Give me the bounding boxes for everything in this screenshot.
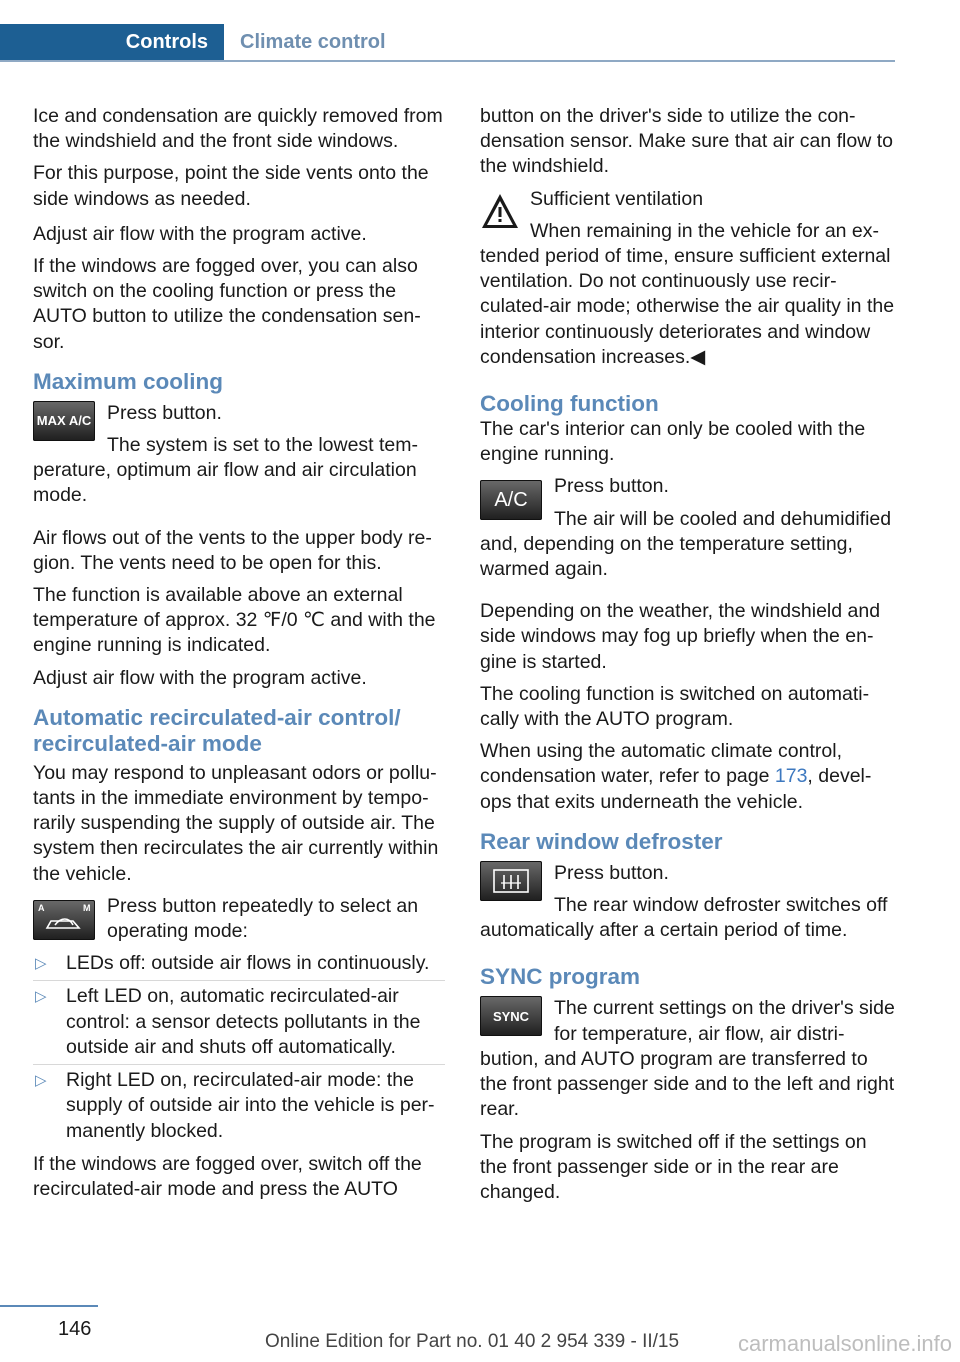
heading-sync-program: SYNC program bbox=[480, 964, 641, 990]
svg-text:M: M bbox=[83, 902, 91, 913]
paragraph: The program is switched off if the settings on the front passenger side or in the rear are changed. bbox=[480, 1130, 867, 1203]
warning-text: When remaining in the vehicle for an extended period of time, ensure sufficient external ventilation. Do not continuously use recirculated-air mode; otherwise the air quality in the interior continuously deteriorates and window condensation increases.◀ bbox=[480, 219, 895, 368]
heading-recirculated-air: Automatic recirculated-air control/ recirculated-air mode bbox=[33, 704, 401, 756]
paragraph: If the windows are fogged over, you can also switch on the cooling function or press the AUTO button to utilize the condensation sensor. bbox=[33, 255, 421, 353]
paragraph: The air will be cooled and dehumidified and, depending on the temperature setting, warmed again. bbox=[480, 507, 892, 581]
triangle-bullet-icon: ▷ bbox=[35, 988, 47, 1006]
paragraph: Adjust air flow with the program active. bbox=[33, 222, 367, 245]
list-item: ▷ LEDs off: outside air flows in continuously. bbox=[33, 951, 445, 981]
list-item: ▷ Right LED on, recirculated-air mode: the supply of outside air into the vehicle is permanently blocked. bbox=[35, 1069, 435, 1142]
right-column bbox=[480, 104, 896, 1212]
watermark: carmanualsonline.info bbox=[737, 1331, 952, 1356]
list-item: ▷ Left LED on, automatic recirculated-air control: a sensor detects pollutants in the outside air and shuts off automatically. bbox=[33, 984, 445, 1065]
paragraph: The rear window defroster switches off automatically after a certain period of time. bbox=[480, 894, 888, 942]
paragraph: The function is available above an external temperature of approx. 32 ℉/0 ℃ and with the engine running is indicated. bbox=[33, 584, 436, 657]
svg-text:A: A bbox=[38, 902, 45, 913]
heading-maximum-cooling: Maximum cooling bbox=[33, 368, 224, 394]
paragraph: The system is set to the lowest temperature, optimum air flow and air circulation mode. bbox=[33, 434, 419, 507]
footer-divider bbox=[0, 1305, 98, 1307]
paragraph: button on the driver's side to utilize the condensation sensor. Make sure that air can flow to the windshield. bbox=[480, 105, 893, 178]
press-instruction: Press button. bbox=[554, 475, 669, 498]
page-reference-link[interactable]: 173 bbox=[774, 765, 808, 788]
chapter-tab-controls[interactable]: Controls bbox=[0, 24, 224, 60]
paragraph: If the windows are fogged over, switch off the recirculated-air mode and press the AUTO bbox=[33, 1152, 422, 1200]
warning-title: Sufficient ventilation bbox=[530, 187, 704, 210]
left-column bbox=[33, 104, 445, 1209]
press-instruction: Press button. bbox=[554, 861, 669, 884]
ac-button-icon: A/C bbox=[480, 480, 542, 520]
triangle-bullet-icon: ▷ bbox=[35, 955, 47, 973]
warning-triangle-icon bbox=[480, 191, 520, 231]
triangle-bullet-icon: ▷ bbox=[35, 1072, 47, 1090]
mode-list bbox=[33, 951, 445, 1147]
paragraph: Air flows out of the vents to the upper body region. The vents need to be open for this. bbox=[33, 526, 432, 574]
paragraph: For this purpose, point the side vents onto the side windows as needed. bbox=[33, 162, 429, 210]
edition-note: Online Edition for Part no. 01 40 2 954 339 - II/15 bbox=[265, 1331, 680, 1352]
paragraph: When using the automatic climate control, condensation water, refer to page 173, develops that exits underneath the vehicle. bbox=[480, 740, 872, 813]
section-tab-climate-control[interactable]: Climate control bbox=[240, 30, 386, 53]
paragraph: Depending on the weather, the windshield and side windows may fog up briefly when the engine is started. bbox=[480, 600, 881, 673]
page-header bbox=[0, 0, 895, 62]
recirculated-air-icon bbox=[33, 900, 95, 940]
paragraph: The cooling function is switched on automatically with the AUTO program. bbox=[480, 682, 870, 731]
rear-defroster-icon bbox=[480, 861, 542, 901]
paragraph: The current settings on the driver's side for temperature, air flow, air distribution, and AUTO program are transferred to the front passenger side and to the left and right rear. bbox=[480, 997, 895, 1121]
paragraph: Adjust air flow with the program active. bbox=[33, 666, 367, 689]
paragraph: Ice and condensation are quickly removed from the windshield and the front side windows. bbox=[33, 105, 443, 153]
press-instruction: Press button repeatedly to select an operating mode: bbox=[107, 894, 419, 943]
paragraph: You may respond to unpleasant odors or pollutants in the immediate environment by temporarily suspending the supply of outside air. The system then recirculates the air currently within the vehicle. bbox=[33, 761, 439, 885]
heading-rear-window-defroster: Rear window defroster bbox=[480, 828, 723, 854]
heading-cooling-function: Cooling function bbox=[480, 391, 659, 417]
paragraph: The car's interior can only be cooled with the engine running. bbox=[480, 418, 866, 466]
max-ac-button-icon: MAX A/C bbox=[33, 401, 95, 441]
press-instruction: Press button. bbox=[107, 401, 222, 424]
header-divider bbox=[0, 60, 895, 62]
page-number: 146 bbox=[58, 1318, 92, 1340]
sync-button-icon: SYNC bbox=[480, 996, 542, 1036]
